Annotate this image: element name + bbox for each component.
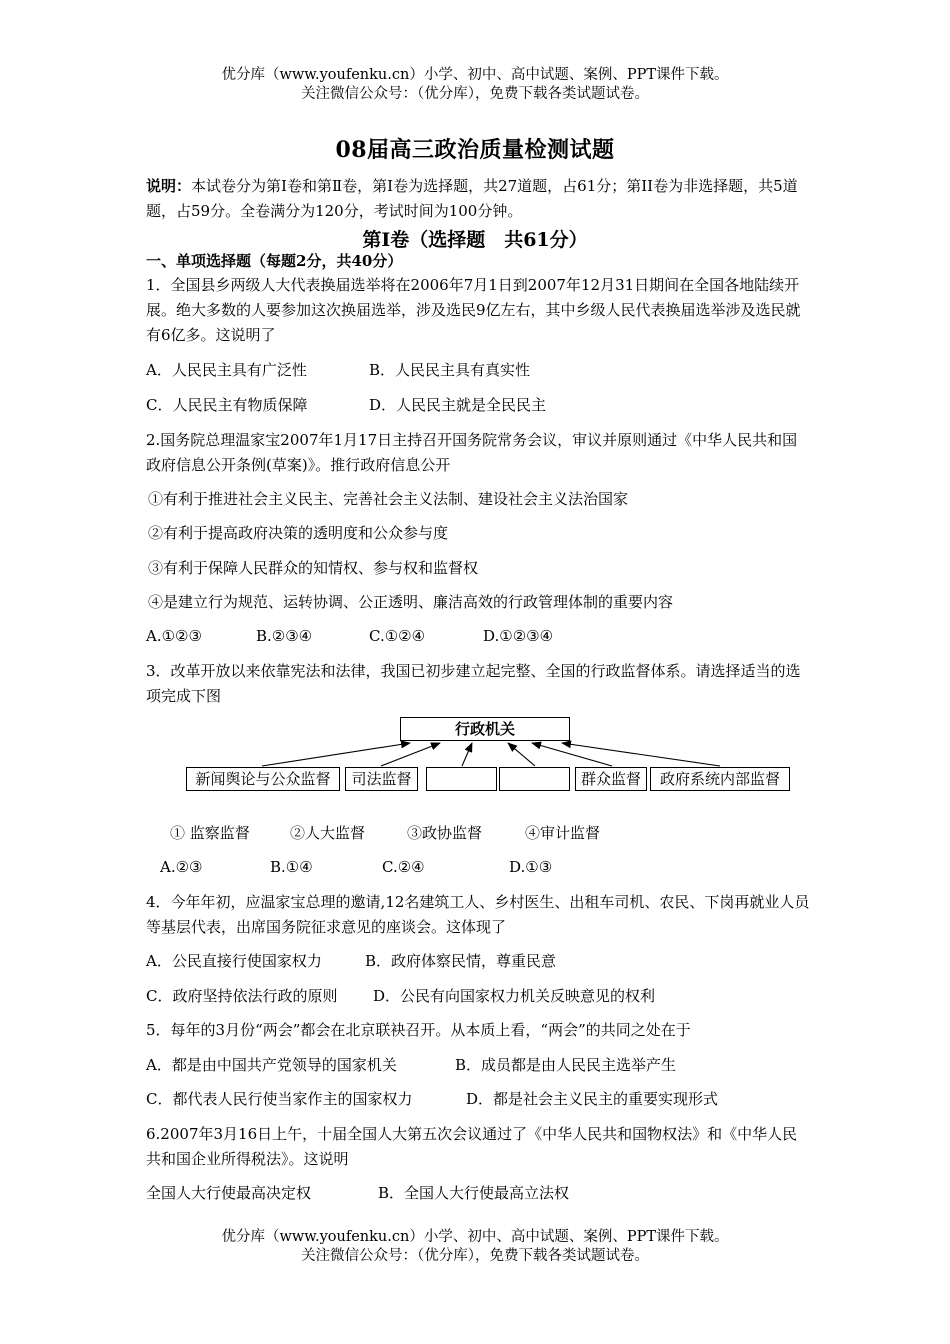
q5-option-b: B．成员都是由人民民主选举产生 [455,1056,677,1074]
arrow-1 [262,743,410,766]
q2-item-3: ③有利于保障人民群众的知情权、参与权和监督权 [148,559,479,577]
q5-option-c: C．都代表人民行使当家作主的国家权力 [146,1090,413,1108]
q6-option-a: 全国人大行使最高决定权 [146,1184,312,1202]
q3-item-2: ②人大监督 [290,824,366,842]
q1-option-d: D．人民民主就是全民民主 [369,396,547,414]
q2-item-4: ④是建立行为规范、运转协调、公正透明、廉洁高效的行政管理体制的重要内容 [148,593,674,611]
page-title: 08届高三政治质量检测试题 [335,137,615,163]
diagram-box-2: 司法监督 [345,767,418,791]
arrow-3 [462,743,472,766]
q3-option-c: C.②④ [382,858,425,876]
q3-item-3: ③政协监督 [407,824,483,842]
header-line-2: 关注微信公众号：（优分库），免费下载各类试题试卷。 [301,86,649,102]
q2-option-d: D.①②③④ [483,627,554,645]
q6-option-b: B．全国人大行使最高立法权 [378,1184,570,1202]
q1-option-a: A．人民民主具有广泛性 [146,361,307,379]
q3-stem: 3．改革开放以来依靠宪法和法律，我国已初步建立起完整、全国的行政监督体系。请选择适当的选项完成下图 [146,662,801,705]
header-line-1: 优分库（www.youfenku.cn）小学、初中、高中试题、案例、PPT课件下载。 [221,67,729,83]
page-footer [0,1228,950,1266]
q3-option-d: D.①③ [509,858,553,876]
q2-option-b: B.②③④ [256,627,313,645]
footer-line-1: 优分库（www.youfenku.cn）小学、初中、高中试题、案例、PPT课件下载。 [221,1229,729,1245]
q5-stem: 5．每年的3月份“两会”都会在北京联袂召开。从本质上看，“两会”的共同之处在于 [146,1021,691,1039]
diagram-box-3-blank [426,767,497,791]
diagram-box-1: 新闻舆论与公众监督 [186,767,340,791]
part1-title: 第Ⅰ卷（选择题 共61分） [362,229,588,251]
q2-option-c: C.①②④ [369,627,426,645]
arrow-4 [508,743,535,766]
q4-option-d: D．公民有向国家权力机关反映意见的权利 [373,987,656,1005]
q4-stem: 4．今年年初，应温家宝总理的邀请,12名建筑工人、乡村医生、出租车司机、农民、下岗再就业人员等基层代表，出席国务院征求意见的座谈会。这体现了 [146,893,810,936]
q5-option-a: A．都是由中国共产党领导的国家机关 [146,1056,397,1074]
q2-stem: 2.国务院总理温家宝2007年1月17日主持召开国务院常务会议，审议并原则通过《中华人民共和国政府信息公开条例(草案)》。推行政府信息公开 [146,431,798,474]
footer-line-2: 关注微信公众号：（优分库），免费下载各类试题试卷。 [301,1248,649,1264]
q3-item-1: ① 监察监督 [170,824,250,842]
intro-label: 说明： [146,177,192,195]
q4-option-a: A．公民直接行使国家权力 [146,952,322,970]
intro-text: 本试卷分为第Ⅰ卷和第Ⅱ卷，第Ⅰ卷为选择题，共27道题，占61分；第ⅠⅠ卷为非选择题，共5道题，占59分。全卷满分为120分，考试时间为100分钟。 [146,177,798,220]
diagram-box-administrative-organ: 行政机关 [400,717,570,741]
q3-option-b: B.①④ [270,858,313,876]
q6-stem: 6.2007年3月16日上午，十届全国人大第五次会议通过了《中华人民共和国物权法》和《中华人民共和国企业所得税法》。这说明 [146,1125,798,1168]
q2-item-1: ①有利于推进社会主义民主、完善社会主义法制、建设社会主义法治国家 [148,490,629,508]
q3-item-4: ④审计监督 [525,824,601,842]
q2-item-2: ②有利于提高政府决策的透明度和公众参与度 [148,524,449,542]
q5-option-d: D．都是社会主义民主的重要实现形式 [466,1090,719,1108]
arrow-6 [562,743,720,766]
q3-option-a: A.②③ [160,858,203,876]
arrow-5 [532,743,612,766]
q1-option-b: B．人民民主具有真实性 [369,361,531,379]
diagram-box-5: 群众监督 [575,767,647,791]
q1-stem: 1．全国县乡两级人大代表换届选举将在2006年7月1日到2007年12月31日期间在全国各地陆续开展。绝大多数的人要参加这次换届选举，涉及选民9亿左右，其中乡级人民代表换届选举涉及选民就有6亿多。这说明了 [146,276,801,344]
q1-option-c: C．人民民主有物质保障 [146,396,308,414]
diagram-box-4-blank [499,767,570,791]
section1-title: 一、单项选择题（每题2分，共40分） [146,252,403,270]
q4-option-c: C．政府坚持依法行政的原则 [146,987,338,1005]
diagram-box-6: 政府系统内部监督 [650,767,790,791]
q4-option-b: B．政府体察民情，尊重民意 [365,952,557,970]
q2-option-a: A.①②③ [146,627,202,645]
